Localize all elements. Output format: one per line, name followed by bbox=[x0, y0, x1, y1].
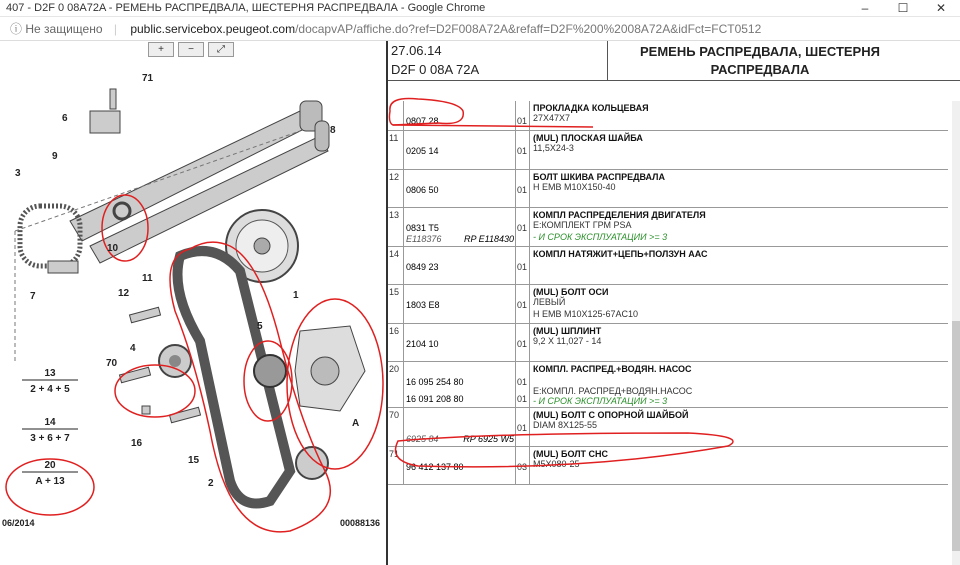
callout-12: 12 bbox=[118, 288, 130, 299]
row-number: 13 bbox=[388, 208, 404, 246]
table-row[interactable] bbox=[388, 131, 948, 170]
quantity-2: 01 bbox=[517, 394, 528, 404]
diagram-date: 06/2014 bbox=[2, 518, 35, 528]
part-spec: 9,2 X 11,027 - 14 bbox=[533, 335, 602, 346]
callout-A: A bbox=[352, 418, 360, 429]
part-name: ПРОКЛАДКА КОЛЬЦЕВАЯ bbox=[533, 103, 649, 113]
replacement-reference: RP E118430 bbox=[463, 234, 514, 244]
table-row[interactable] bbox=[388, 324, 948, 363]
parts-header bbox=[388, 41, 960, 81]
quantity-cell bbox=[516, 170, 530, 208]
part-spec: 27X47X7 bbox=[533, 113, 571, 123]
header-date: 27.06.14 bbox=[391, 43, 442, 58]
part-name: (MUL) БОЛТ ОСИ bbox=[533, 287, 609, 297]
parts-diagram-pane bbox=[0, 41, 386, 565]
reference[interactable]: 16 095 254 80 bbox=[406, 377, 464, 387]
reference[interactable]: 2104 10 bbox=[406, 338, 439, 349]
quantity-cell bbox=[516, 285, 530, 323]
callout-71: 71 bbox=[142, 73, 154, 84]
row-number: 20 bbox=[388, 362, 404, 407]
minimize-button[interactable]: – bbox=[861, 1, 869, 15]
header-title bbox=[610, 43, 910, 79]
row-number: 14 bbox=[388, 247, 404, 285]
row-number: 15 bbox=[388, 285, 404, 323]
description-cell bbox=[530, 285, 948, 323]
zoom-toolbar bbox=[148, 42, 234, 57]
callout-1: 1 bbox=[293, 290, 299, 301]
exploded-diagram bbox=[0, 41, 386, 565]
quantity-cell bbox=[516, 247, 530, 285]
header-title-line1: РЕМЕНЬ РАСПРЕДВАЛА, ШЕСТЕРНЯ bbox=[640, 44, 880, 59]
zoom-out-icon[interactable]: − bbox=[178, 42, 204, 57]
old-reference: E118376 bbox=[406, 234, 442, 244]
quantity: 01 bbox=[517, 184, 528, 195]
reference-cell bbox=[404, 101, 516, 130]
table-row[interactable] bbox=[388, 247, 948, 286]
description-cell bbox=[530, 408, 948, 446]
url-text[interactable] bbox=[130, 22, 761, 36]
description-cell bbox=[530, 170, 948, 208]
part-name: (MUL) ШПЛИНТ bbox=[533, 325, 602, 336]
address-bar[interactable]: ⓘ Не защищено | public.servicebox.peugeot.com/docapvAP/affiche.do?ref=D2F008A72A&refaff=D2F%200%2008A72A&idFct=FCT0512 bbox=[0, 17, 960, 41]
description-cell bbox=[530, 247, 948, 285]
close-button[interactable]: ✕ bbox=[935, 1, 947, 15]
part-spec: 11,5X24-3 bbox=[533, 143, 574, 153]
formula-20-bottom: A + 13 bbox=[35, 476, 65, 487]
reference[interactable]: 96 412 137 80 bbox=[406, 461, 464, 472]
row-number bbox=[388, 101, 404, 130]
formula-13-bottom: 2 + 4 + 5 bbox=[30, 384, 70, 395]
formula-13-top: 13 bbox=[44, 368, 56, 379]
lifetime-note: - И СРОК ЭКСПЛУАТАЦИИ >= 3 bbox=[533, 396, 668, 406]
replacement-reference: RP 6925 W5 bbox=[463, 434, 514, 444]
url-host: public.servicebox.peugeot.com bbox=[130, 22, 296, 36]
part-spec: H EMB M10X150-40 bbox=[533, 181, 616, 192]
part-spec-2: E:КОМПЛ. РАСПРЕД+ВОДЯН.НАСОС bbox=[533, 386, 693, 396]
row-number: 16 bbox=[388, 324, 404, 362]
quantity: 01 bbox=[517, 116, 528, 126]
formula-14-top: 14 bbox=[44, 417, 56, 428]
quantity: 01 bbox=[517, 423, 528, 433]
reference-cell bbox=[404, 170, 516, 208]
parts-list-pane bbox=[386, 41, 960, 565]
part-name: (MUL) БОЛТ С ОПОРНОЙ ШАЙБОЙ bbox=[533, 410, 689, 420]
table-row[interactable] bbox=[388, 285, 948, 324]
quantity-cell bbox=[516, 362, 530, 407]
description-cell bbox=[530, 362, 948, 407]
old-reference: 6925 84 bbox=[406, 434, 439, 444]
description-cell bbox=[530, 131, 948, 169]
row-number: 11 bbox=[388, 131, 404, 169]
quantity-cell bbox=[516, 131, 530, 169]
reference-cell bbox=[404, 208, 516, 246]
diagram-code: 00088136 bbox=[340, 518, 381, 528]
quantity: 01 bbox=[517, 300, 528, 310]
row-number: 70 bbox=[388, 408, 404, 446]
quantity: 01 bbox=[517, 377, 528, 387]
part-name: КОМПЛ НАТЯЖИТ+ЦЕПЬ+ПОЛЗУН ААС bbox=[533, 248, 708, 259]
description-cell bbox=[530, 101, 948, 130]
table-row[interactable] bbox=[388, 101, 948, 131]
part-name: КОМПЛ. РАСПРЕД.+ВОДЯН. НАСОС bbox=[533, 364, 692, 374]
reference-cell bbox=[404, 131, 516, 169]
parts-table bbox=[388, 101, 948, 485]
scrollbar-thumb[interactable] bbox=[952, 321, 960, 551]
part-spec: E:КОМПЛЕКТ ГРМ PSA bbox=[533, 220, 632, 230]
callout-10: 10 bbox=[107, 243, 119, 254]
reference-cell bbox=[404, 447, 516, 485]
table-row[interactable] bbox=[388, 408, 948, 447]
reference[interactable]: 1803 E8 bbox=[406, 300, 440, 310]
header-code: D2F 0 08A 72A bbox=[391, 62, 480, 77]
callout-15: 15 bbox=[188, 455, 200, 466]
quantity: 01 bbox=[517, 338, 528, 349]
reference[interactable]: 0205 14 bbox=[406, 146, 439, 156]
reference[interactable]: 0831 T5 bbox=[406, 223, 439, 233]
callout-4: 4 bbox=[130, 343, 136, 354]
window-title-bar bbox=[0, 0, 960, 17]
reference[interactable]: 0806 50 bbox=[406, 184, 439, 195]
row-number: 12 bbox=[388, 170, 404, 208]
description-cell bbox=[530, 208, 948, 246]
part-name: (MUL) БОЛТ СНС bbox=[533, 448, 609, 459]
callout-9: 9 bbox=[52, 151, 58, 162]
quantity-cell bbox=[516, 447, 530, 485]
part-spec: DIAM 8X125-55 bbox=[533, 420, 598, 430]
reference-cell bbox=[404, 285, 516, 323]
scrollbar[interactable] bbox=[952, 101, 960, 565]
callout-3: 3 bbox=[15, 168, 21, 179]
part-name: БОЛТ ШКИВА РАСПРЕДВАЛА bbox=[533, 171, 665, 182]
part-spec-2: H EMB M10X125-67AC10 bbox=[533, 309, 639, 319]
part-spec: ЛЕВЫЙ bbox=[533, 297, 566, 307]
part-name: (MUL) ПЛОСКАЯ ШАЙБА bbox=[533, 133, 643, 143]
quantity: 01 bbox=[517, 223, 528, 233]
quantity: 01 bbox=[517, 261, 528, 272]
callout-2: 2 bbox=[208, 478, 214, 489]
callout-5: 5 bbox=[257, 321, 263, 332]
formula-14-bottom: 3 + 6 + 7 bbox=[30, 433, 70, 444]
callout-6: 6 bbox=[62, 113, 68, 124]
part-name: КОМПЛ РАСПРЕДЕЛЕНИЯ ДВИГАТЕЛЯ bbox=[533, 210, 706, 220]
formula-20-top: 20 bbox=[44, 460, 56, 471]
info-icon[interactable]: ⓘ bbox=[10, 22, 23, 36]
table-row[interactable] bbox=[388, 447, 948, 486]
window-title: 407 - D2F 0 08A72A - РЕМЕНЬ РАСПРЕДВАЛА, ШЕСТЕРНЯ РАСПРЕДВАЛА - Google Chrome bbox=[6, 2, 486, 14]
reference[interactable]: 0849 23 bbox=[406, 261, 439, 272]
reference[interactable]: 0807 28 bbox=[406, 116, 439, 126]
quantity-cell bbox=[516, 101, 530, 130]
callout-7: 7 bbox=[30, 291, 36, 302]
part-spec: M5X080-25 bbox=[533, 458, 580, 469]
header-title-line2: РАСПРЕДВАЛА bbox=[710, 62, 810, 77]
quantity-cell bbox=[516, 324, 530, 362]
maximize-button[interactable]: ☐ bbox=[897, 1, 909, 15]
reference-cell bbox=[404, 324, 516, 362]
quantity: 03 bbox=[517, 461, 528, 472]
quantity-cell bbox=[516, 208, 530, 246]
lifetime-note: - И СРОК ЭКСПЛУАТАЦИИ >= 3 bbox=[533, 232, 668, 242]
callout-11: 11 bbox=[142, 273, 153, 284]
table-row[interactable] bbox=[388, 208, 948, 247]
url-path: /docapvAP/affiche.do?ref=D2F008A72A&refaff=D2F%200%2008A72A&idFct=FCT0512 bbox=[295, 22, 762, 36]
zoom-fit-icon[interactable]: ⤢ bbox=[208, 42, 234, 57]
description-cell bbox=[530, 447, 948, 485]
not-secure-label: Не защищено bbox=[25, 22, 103, 36]
callout-70: 70 bbox=[106, 358, 118, 369]
callout-16: 16 bbox=[131, 438, 143, 449]
reference-cell bbox=[404, 247, 516, 285]
quantity-cell bbox=[516, 408, 530, 446]
quantity: 01 bbox=[517, 146, 528, 156]
reference-cell bbox=[404, 408, 516, 446]
reference-cell bbox=[404, 362, 516, 407]
table-row[interactable] bbox=[388, 362, 948, 408]
table-row[interactable] bbox=[388, 170, 948, 209]
reference-2[interactable]: 16 091 208 80 bbox=[406, 394, 464, 404]
row-number: 71 bbox=[388, 447, 404, 485]
zoom-in-icon[interactable]: + bbox=[148, 42, 174, 57]
description-cell bbox=[530, 324, 948, 362]
callout-8: 8 bbox=[330, 125, 336, 136]
